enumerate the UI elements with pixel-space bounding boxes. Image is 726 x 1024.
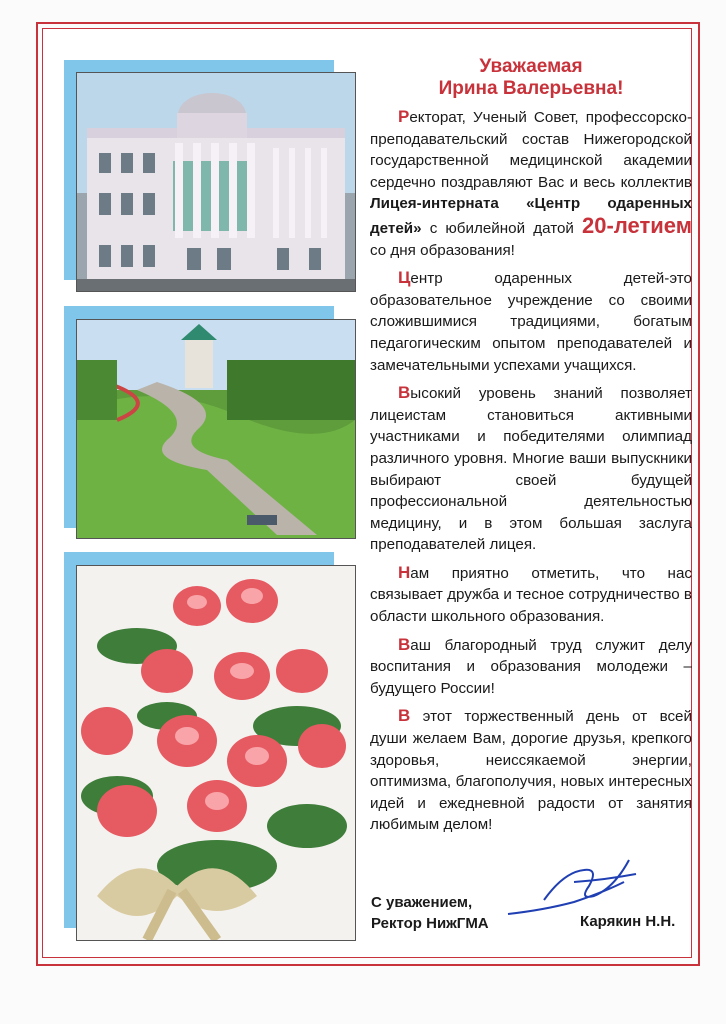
- letter-body: [370, 56, 692, 836]
- paragraph-text: с юбилейной датой: [421, 219, 583, 237]
- paragraph-text: аш благородный труд служит делу воспитания и образования молодежи – будущего России!: [370, 636, 692, 697]
- drop-cap: В: [398, 706, 411, 726]
- academy-building-photo: [76, 72, 356, 292]
- paragraph-text: екторат, Ученый Совет, профессорско-преподавательский состав Нижегородской государственной медицинской академии сердечно поздравляют Вас и весь коллектив: [370, 109, 692, 191]
- paragraph-text: со дня образования!: [370, 241, 515, 259]
- greeting-line-1: Уважаемая: [479, 56, 583, 77]
- roses-bouquet-photo: [76, 565, 356, 941]
- closing-regards: С уважением,: [371, 894, 473, 911]
- paragraph-noble-work: [370, 634, 692, 700]
- closing-position: Ректор НижГМА: [371, 915, 489, 932]
- anniversary-highlight: 20-летием: [582, 212, 692, 238]
- chkalov-stairs-photo: [76, 319, 356, 539]
- paragraph-text: этот торжественный день от всей души желаем Вам, дорогие друзья, крепкого здоровья, неиссякаемой энергии, оптимизма, благополучия, новых интересных идей и ежедневной радости от занятия любимым делом!: [370, 708, 692, 834]
- drop-cap: Р: [398, 107, 410, 126]
- drop-cap: В: [398, 634, 411, 654]
- drop-cap: В: [398, 383, 411, 403]
- paragraph-center-description: [370, 267, 692, 376]
- closing-block: [371, 892, 489, 934]
- paragraph-text: ысокий уровень знаний позволяет лицеистам становиться активными участниками и победителями олимпиад различного уровня. Многие ваши выпускники выбирают своей будущей профессиональной деятельностью медицину, и в этом большая заслуга преподавателей лицея.: [370, 385, 692, 554]
- signature-image: [504, 852, 644, 922]
- paragraph-text: ам приятно отметить, что нас связывает дружба и тесное сотрудничество в области школьного образования.: [370, 564, 692, 626]
- paragraph-congratulations: [370, 106, 692, 261]
- greeting-line-2: Ирина Валерьевна!: [438, 78, 624, 99]
- paragraph-text: ентр одаренных детей-это образовательное учреждение со своими сложившимися традициями, богатым педагогическим опытом преподавателей и замечательными успехами учащихся.: [370, 270, 692, 374]
- lyceum-name: Лицея-интерната «Центр одаренных детей»: [370, 195, 692, 237]
- paragraph-cooperation: [370, 562, 692, 628]
- signer-name: Карякин Н.Н.: [580, 913, 676, 930]
- drop-cap: Н: [398, 562, 411, 582]
- paragraph-achievements: [370, 382, 692, 556]
- paragraph-wishes: [370, 705, 692, 836]
- drop-cap: Ц: [398, 268, 411, 288]
